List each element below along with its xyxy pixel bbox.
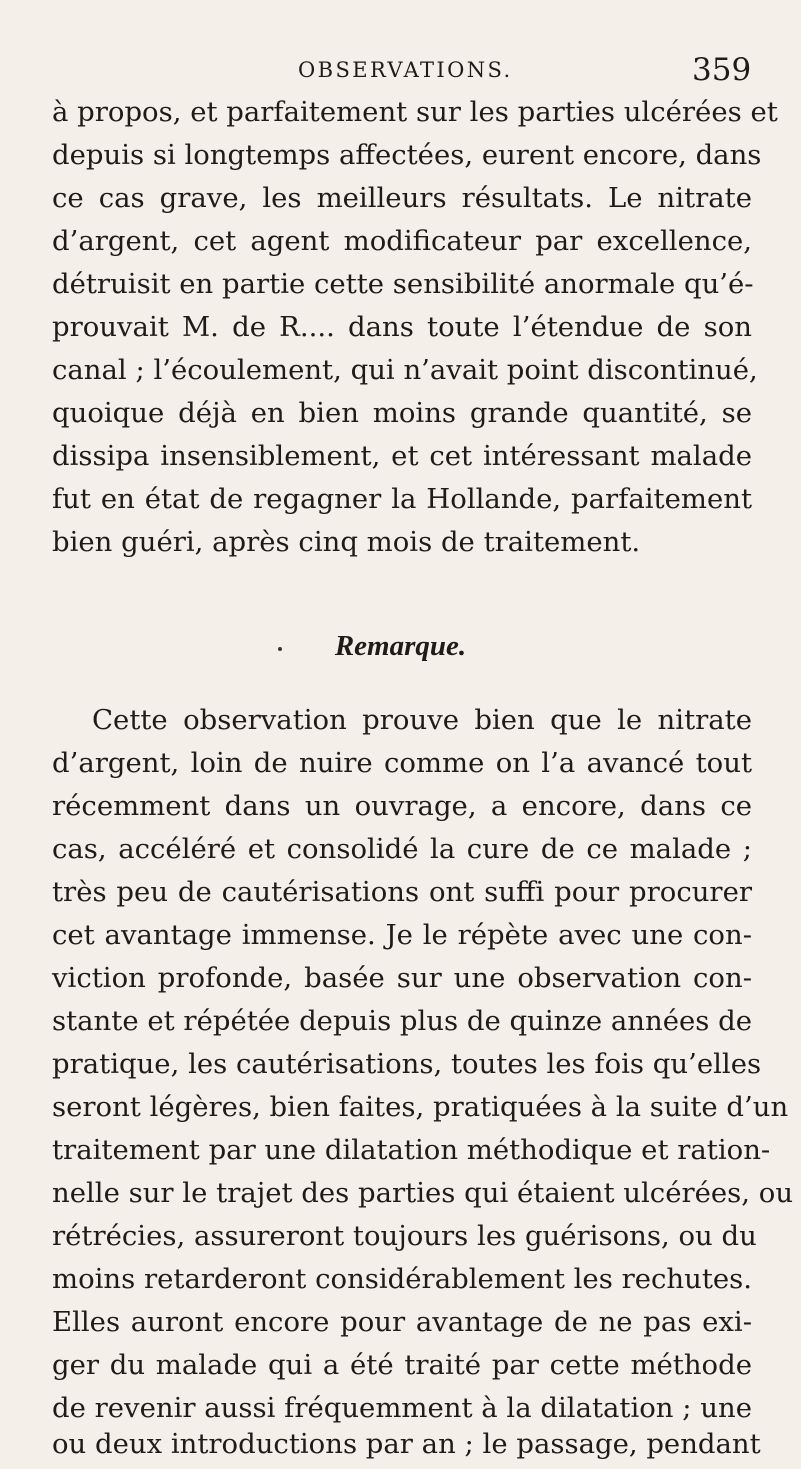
text-line: ger du malade qui a été traité par cette méthode <box>52 1349 752 1381</box>
text-line: depuis si longtemps affectées, eurent encore, dans <box>52 139 762 171</box>
text-line: ce cas grave, les meilleurs résultats. Le nitrate <box>52 182 752 214</box>
text-line: détruisit en partie cette sensibilité anormale qu’é- <box>52 268 754 300</box>
text-line: bien guéri, après cinq mois de traitement. <box>52 526 641 558</box>
text-line: de revenir aussi fréquemment à la dilatation ; une <box>52 1392 752 1424</box>
text-line: Cette observation prouve bien que le nitrate <box>92 704 752 736</box>
text-line: cet avantage immense. Je le répète avec une con- <box>52 919 752 951</box>
text-line: d’argent, cet agent modificateur par excellence, <box>52 225 752 257</box>
text-line: pratique, les cautérisations, toutes les fois qu’elles <box>52 1048 762 1080</box>
text-line: rétrécies, assureront toujours les guérisons, ou du <box>52 1220 757 1252</box>
text-line: traitement par une dilatation méthodique et ration- <box>52 1134 771 1166</box>
text-line: dissipa insensiblement, et cet intéressant malade <box>52 440 752 472</box>
text-line: ou deux introductions par an ; le passage, pendant <box>52 1428 761 1460</box>
text-line: à propos, et parfaitement sur les parties ulcérées et <box>52 96 778 128</box>
text-line: stante et répétée depuis plus de quinze années de <box>52 1005 752 1037</box>
text-line: moins retarderont considérablement les rechutes. <box>52 1263 752 1295</box>
page-number: 359 <box>692 52 752 88</box>
text-line: viction profonde, basée sur une observation con- <box>52 962 752 994</box>
text-line: seront légères, bien faites, pratiquées à la suite d’un <box>52 1091 789 1123</box>
text-line: canal ; l’écoulement, qui n’avait point discontinué, <box>52 354 758 386</box>
text-line: nelle sur le trajet des parties qui étaient ulcérées, ou <box>52 1177 794 1209</box>
text-line: fut en état de regagner la Hollande, parfaitement <box>52 483 752 515</box>
text-line: d’argent, loin de nuire comme on l’a avancé tout <box>52 747 752 779</box>
text-line: très peu de cautérisations ont suffi pour procurer <box>52 876 752 908</box>
text-line: quoique déjà en bien moins grande quantité, se <box>52 397 752 429</box>
running-title: OBSERVATIONS. <box>298 58 513 82</box>
text-line: cas, accéléré et consolidé la cure de ce malade ; <box>52 833 752 865</box>
section-heading: Remarque. <box>334 630 467 662</box>
text-line: prouvait M. de R.... dans toute l’étendue de son <box>52 311 752 343</box>
text-line: récemment dans un ouvrage, a encore, dans ce <box>52 790 752 822</box>
text-line: Elles auront encore pour avantage de ne pas exi- <box>52 1306 752 1338</box>
